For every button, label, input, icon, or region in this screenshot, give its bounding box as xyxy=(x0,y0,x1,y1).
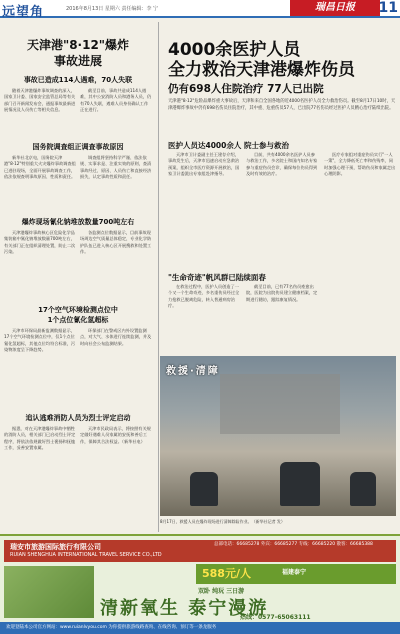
photo-caption: 8月17日，救援人员在爆炸现场进行清障除险作业。（新华社记者 发） xyxy=(160,519,285,524)
news-photo xyxy=(160,356,396,516)
ad-price: 588元/人 xyxy=(202,567,251,580)
left-sub-4b: 1个点位氰化氢超标 xyxy=(47,316,109,324)
left-sub-4: 17个空气环境检测点位中 xyxy=(38,306,118,314)
photo-caption-title: 救援·清障 xyxy=(166,366,220,377)
ad-phones: 总部电话：66685278 外宾：66685277 专线：66685220 散客：66685388 xyxy=(214,542,373,547)
article-text: 天津港爆炸事故核心区危险化学品集装箱中氰化钠堆放数量700吨左右，有关部门正在组织清理处置，防止二次污染。 xyxy=(4,230,76,255)
left-sub-2: 国务院调查组正调查事故原因 xyxy=(32,143,124,151)
main-lede: 天津港"8·12"危险品爆炸重大事故后，天津和来自全国各地的近4000名医护人员全力救治伤员。截至8月17日10时，天津港爆炸事故中仍有698名伤员住院治疗，其中重、危重伤员57人，已出院77名伤员经过医护人员精心治疗陆续出院。 xyxy=(168,99,396,111)
left-headline-1: 天津港"8·12"爆炸 xyxy=(26,38,130,52)
page-number: 11 xyxy=(378,0,398,16)
main-sub-2: "生命奇迹"帆风群已陆续面春 xyxy=(168,273,266,282)
main-title-2: 全力救治天津港爆炸伤员 xyxy=(168,60,355,80)
main-title-1: 4000余医护人员 xyxy=(168,40,301,60)
ad-price-panel xyxy=(196,564,396,584)
photo-figure xyxy=(280,462,320,506)
left-sub-3: 爆炸现场氰化钠堆放数量700吨左右 xyxy=(21,218,135,226)
left-sub-5: 追认逃难消防人员为烈士评定启动 xyxy=(25,414,131,422)
article-text: 新华社北京电，国务院天津港"8·12"特别重大火灾爆炸事故调查组已进驻现场，全面开展事故调查工作，依法依规查明事故原因、性质和责任。 xyxy=(4,155,76,180)
travel-advertisement xyxy=(0,534,400,634)
ad-scenery-image xyxy=(4,566,94,618)
article-text: 随着天津港爆炸事故调查的深入，国家卫计委、国家安全监管总局等有关部门召开新闻发布会，通报事故最新进展情况及人员伤亡等相关信息。 xyxy=(4,88,76,113)
photo-background-structure xyxy=(220,374,340,434)
section-name: 远望角 xyxy=(2,5,45,20)
photo-figure xyxy=(350,472,376,506)
article-text: 天津市环保局最新监测数据显示，17个空气环境检测点位中，仅1个点位氰化氢超标，其他点位均符合标准，污染物浓度呈下降趋势。 xyxy=(4,328,76,353)
issue-meta: 2016年8月13日 星期六 责任编辑：李 宁 xyxy=(66,6,159,12)
article-text: 调查组将坚持科学严谨、依法依规、实事求是、注重实效的原则，查清事故经过、原因、人员伤亡和直接经济损失，认定事故性质和责任。 xyxy=(80,155,152,180)
ad-company-bar xyxy=(4,540,396,562)
ad-destination: 福建泰宁 xyxy=(282,569,307,576)
article-text: 环保部门在警戒区内外设置监测点，对大气、水体进行连续监测，并及时向社会公布监测结果。 xyxy=(80,328,152,346)
article-text: 天津市民政局表示，将按照有关规定做好遇难人员家属的安抚和善后工作，保障其合法权益。（新华社电） xyxy=(80,426,151,444)
main-sub-1: 医护人员达4000余人 院士参与救治 xyxy=(168,141,289,150)
ad-trip: 双卧 纯玩 三日游 xyxy=(198,588,245,595)
ad-hotline: 热线：0577-65063111 xyxy=(240,614,311,621)
ad-company-english: RUIAN SHENGHUA INTERNATIONAL TRAVEL SERVICE CO.,LTD xyxy=(10,552,162,558)
article-text: 在救治过程中，医护人员创造了一个又一个生命奇迹，多名重伤员经过全力抢救已脱离危险，转入普通病房治疗。 xyxy=(168,284,240,309)
ad-company-name: 瑞安市旅游国际旅行有限公司 xyxy=(10,543,101,551)
article-text: 截至目前，事故共造成114人遇难，其中公安消防人员和港务人员，仍有70人失联，遇难人员身份确认工作正在进行。 xyxy=(80,88,152,113)
column-divider xyxy=(158,22,159,532)
photo-figure xyxy=(190,472,218,506)
article-text: 据悉，对在天津港爆炸事故中牺牲的消防人员，相关部门已启动烈士评定程序，将依法依规做好烈士褒扬和抚恤工作，妥善安置家属。 xyxy=(4,426,76,451)
left-headline-2: 事故进展 xyxy=(53,54,102,68)
article-text: 天津市卫计委副主任王建存介绍，事故发生后，天津市迅速启动应急救治预案，组织全市医疗资源开展救治，国家卫计委派出专家组赴津指导。 xyxy=(168,152,240,177)
article-text: 各监测点位数据显示，目前事故现场周边空气质量总体稳定，专业化学防护队伍已进入核心区开展搜救和处置工作。 xyxy=(80,230,152,255)
left-sub-1: 事故已造成114人遇难，70人失联 xyxy=(23,76,133,84)
ad-slogan: 清新氧生 泰宁漫游 xyxy=(100,598,269,619)
main-subtitle: 仍有698人住院治疗 77人已出院 xyxy=(168,83,324,95)
article-text: 医疗专家组对重症伤员实行"一人一策"，全力降低死亡率和伤残率，同时加强心理干预，帮助伤员和家属走出心理阴影。 xyxy=(324,152,396,177)
article-text: 截至目前，已有77名伤员痊愈出院，医院为出院伤员建立健康档案，定期进行随访，跟踪康复情况。 xyxy=(246,284,318,302)
ad-footer: 欢迎登陆本公司官方网站：www.ruianlvyou.com 为你提供旅游线路查询、在线咨询、预订等一条龙服务 xyxy=(0,622,400,634)
newspaper-logo: 瑞昌日报 xyxy=(290,0,380,16)
page-header xyxy=(0,0,400,18)
article-text: 目前，共有4000余名医护人员参与救治工作，多名院士和国内知名专家参与重症伤员会诊，确保每位伤员得到及时有效的治疗。 xyxy=(246,152,318,177)
